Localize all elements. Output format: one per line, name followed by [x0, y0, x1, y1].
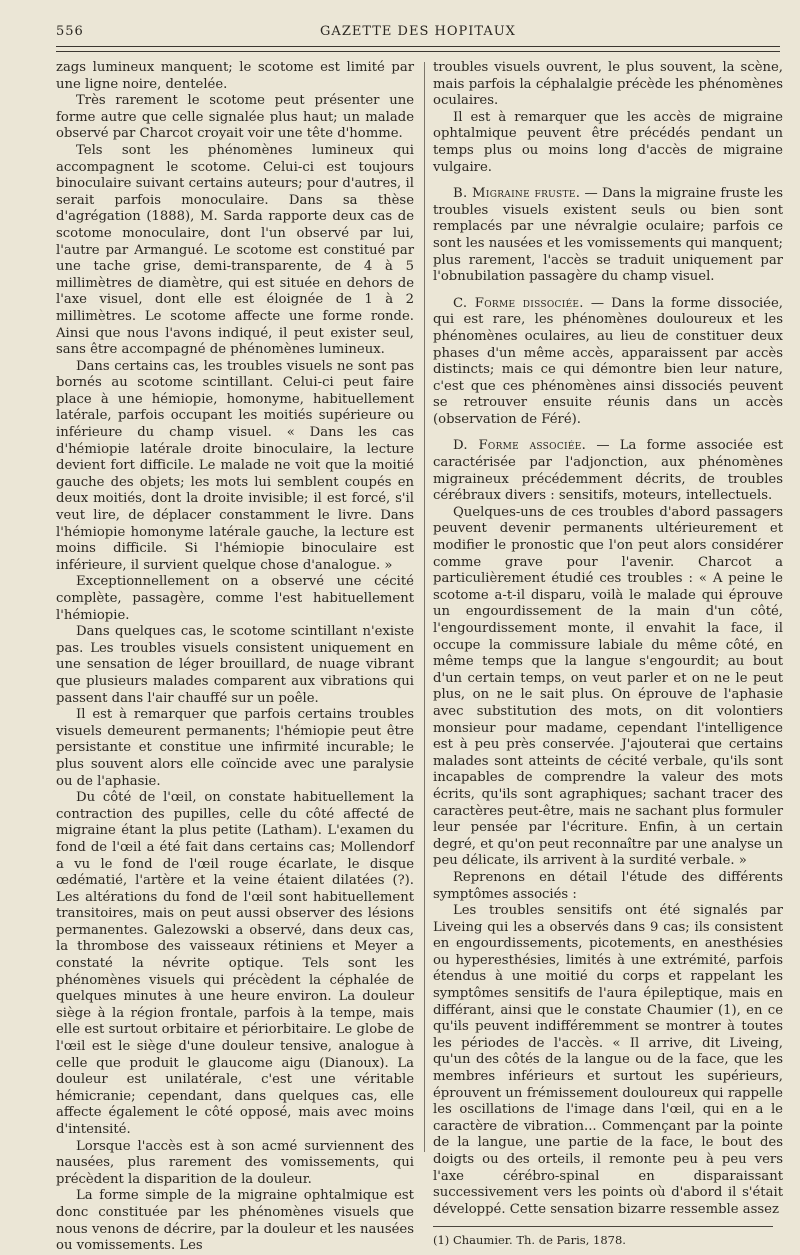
paragraph: [433, 870, 783, 903]
paragraph-text: Tels sont les phénomènes lumineux qui accompagnent le scotome. Celui-ci est toujours binoculaire suivant certains auteurs; pour d'autres, il serait parfois monoculaire. Dans sa thèse d'agrégation (1888), M. Sarda rapporte deux cas de scotome monoculaire, dont l'un observé par lui, l'autre par Armangué. Le scotome est constitué par une tache grise, demi-transparente, de 4 à 5 millimètres de diamètre, qui est située en dehors de l'axe visuel, dont elle est éloignée de 1 à 2 millimètres. Le scotome affecte une forme ronde. Ainsi que nous l'avons indiqué, il peut exister seul, sans être accompagné de phénomènes lumineux.: [56, 142, 414, 358]
paragraph: [56, 574, 414, 624]
paragraph: [56, 143, 414, 359]
column-divider: [424, 62, 425, 1152]
paragraph: [56, 1139, 414, 1189]
paragraph-text: Dans quelques cas, le scotome scintillant n'existe pas. Les troubles visuels consistent uniquement en une sensation de léger brouillard, de nuage vibrant que plusieurs malades comparent aux vibrations qui passent dans l'air chauffé sur un poêle.: [56, 624, 414, 706]
section-label: C. Forme dissociée.: [453, 295, 584, 311]
header-rule-top: [56, 46, 780, 47]
paragraph-text: — Dans la migraine fruste les troubles visuels existent seuls ou bien sont remplacés par une névralgie oculaire; parfois ce sont les nausées et les vomissements qui manquent; plus rarement, l'accès se traduit uniquement par l'obnubilation passagère du champ visuel.: [433, 186, 783, 285]
paragraph: [56, 359, 414, 575]
publication-title: GAZETTE DES HOPITAUX: [320, 24, 516, 39]
paragraph-text: Exceptionnellement on a observé une cécité complète, passagère, comme l'est habituellement l'hémiopie.: [56, 574, 414, 623]
paragraph-text: Lorsque l'accès est à son acmé surviennent des nausées, plus rarement des vomissements, qui précèdent la disparition de la douleur.: [56, 1138, 414, 1187]
paragraph: [433, 438, 783, 504]
paragraph-text: Dans certains cas, les troubles visuels ne sont pas bornés au scotome scintillant. Celui-ci peut faire place à une hémiopie, homonyme, habituellement latérale, parfois occupant les moitiés supérieure ou inférieure du champ visuel. « Dans les cas d'hémiopie latérale droite binoculaire, la lecture devient fort difficile. Le malade ne voit que la moitié gauche des objets; les mots lui semblent coupés en deux moitiés, dont la droite invisible; il est forcé, s'il veut lire, de déplacer constamment le livre. Dans l'hémiopie homonyme latérale gauche, la lecture est moins difficile. Si l'hémiopie binoculaire est inférieure, il survient quelque chose d'analogue. »: [56, 358, 414, 573]
paragraph-text: Très rarement le scotome peut présenter une forme autre que celle signalée plus haut; un malade observé par Charcot croyait voir une tête d'homme.: [56, 93, 414, 142]
paragraph-text: troubles visuels ouvrent, le plus souvent, la scène, mais parfois la céphalalgie précède les phénomènes oculaires.: [433, 60, 783, 109]
paragraph-text: Quelques-uns de ces troubles d'abord passagers peuvent devenir permanents ultérieurement et modifier le pronostic que l'on peut alors considérer comme grave pour l'avenir. Charcot a particulièrement étudié ces troubles : « A peine le scotome a-t-il disparu, voilà le malade qui éprouve un engourdissement de la main d'un côté, l'engourdissement monte, il envahit la face, il occupe la commissure labiale du même côté, en même temps que la langue s'engourdit; au bout d'un certain temps, on veut parler et on ne le peut plus, on ne le sait plus. On éprouve de l'aphasie avec substitution des mots, on dit volontiers monsieur pour madame, cependant l'intelligence est à peu près conservée. J'ajouterai que certains malades sont atteints de cécité verbale, qu'ils sont incapables de comprendre la valeur des mots écrits, qu'ils sont agraphiques; sachant tracer des caractères peut-être, mais ne sachant plus formuler leur pensée par l'écriture. Enfin, à un certain degré, et qu'on peut reconnaître par une analyse un peu délicate, ils arrivent à la surdité verbale. »: [433, 504, 783, 869]
page-header: [56, 24, 780, 44]
footnote: (1) Chaumier. Th. de Paris, 1878.: [433, 1233, 626, 1248]
paragraph-text: — La forme associée est caractérisée par l'adjonction, aux phénomènes migraineux précédemment décrits, de troubles cérébraux divers : sensitifs, moteurs, intellectuels.: [433, 438, 783, 504]
paragraph-text: — Dans la forme dissociée, qui est rare, les phénomènes douloureux et les phénomènes oculaires, au lieu de constituer deux phases d'un même accès, apparaissent par accès distincts; mais ce qui démontre bien leur nature, c'est que ces phénomènes ainsi dissociés peuvent se retrouver ensuite réunis dans un accès (observation de Féré).: [433, 295, 783, 427]
page-number: 556: [56, 24, 84, 39]
paragraph-text: La forme simple de la migraine ophtalmique est donc constituée par les phénomènes visuels que nous venons de décrire, par la douleur et les nausées ou vomissements. Les: [56, 1188, 414, 1254]
paragraph-text: Les troubles sensitifs ont été signalés par Liveing qui les a observés dans 9 cas; ils consistent en engourdissements, picotements, en anesthésies ou hyperesthésies, limités à une extrémité, parfois étendus à une moitié du corps et rappelant les symptômes sensitifs de l'aura épileptique, mais en différant, ainsi que le constate Chaumier (1), en ce qu'ils peuvent indifféremment se montrer à toutes les périodes de l'accès. « Il arrive, dit Liveing, qu'un des côtés de la langue ou de la face, que les membres inférieurs et surtout les supérieurs, éprouvent un frémissement douloureux qui rappelle les oscillations de l'image dans l'œil, qui en a le caractère de vibration... Commençant par la pointe de la langue, une partie de la face, le bout des doigts ou des orteils, il remonte peu à peu vers l'axe cérébro-spinal en disparaissant successivement vers les points où d'abord il s'était développé. Cette sensation bizarre ressemble assez: [433, 903, 783, 1217]
section-label: D. Forme associée.: [453, 438, 587, 454]
header-rule-bottom: [56, 51, 780, 52]
paragraph: [433, 110, 783, 176]
footnote-rule: [433, 1226, 773, 1227]
paragraph-text: Il est à remarquer que les accès de migraine ophtalmique peuvent être précédés pendant un temps plus ou moins long d'accès de migraine vulgaire.: [433, 109, 783, 175]
left-column: [56, 60, 414, 1255]
section-label: B. Migraine fruste.: [453, 186, 581, 202]
paragraph: [433, 296, 783, 429]
paragraph: [56, 93, 414, 143]
paragraph-text: Reprenons en détail l'étude des différents symptômes associés :: [433, 869, 783, 902]
paragraph-text: zags lumineux manquent; le scotome est limité par une ligne noire, dentelée.: [56, 60, 414, 92]
paragraph-text: Du côté de l'œil, on constate habituellement la contraction des pupilles, celle du côté affecté de migraine étant la plus petite (Latham). L'examen du fond de l'œil a été fait dans certains cas; Mollendorf a vu le fond de l'œil rouge écarlate, le disque œdématié, l'artère et la veine étaient dilatées (?). Les altérations du fond de l'œil sont habituellement transitoires, mais on peut aussi observer des lésions permanentes. Galezowski a observé, dans deux cas, la thrombose des vaisseaux rétiniens et Meyer a constaté la névrite optique. Tels sont les phénomènes visuels qui précèdent la céphalée de quelques minutes à une heure environ. La douleur siège à la région frontale, parfois à la tempe, mais elle est surtout orbitaire et périorbitaire. Le globe de l'œil est le siège d'une douleur tensive, analogue à celle que produit le glaucome aigu (Dianoux). La douleur est unilatérale, c'est une véritable hémicranie; cependant, dans quelques cas, elle affecte également le côté opposé, mais avec moins d'intensité.: [56, 790, 414, 1137]
paragraph: [56, 790, 414, 1138]
paragraph: [433, 903, 783, 1218]
paragraph: [56, 60, 414, 93]
paragraph: [56, 707, 414, 790]
paragraph-text: Il est à remarquer que parfois certains troubles visuels demeurent permanents; l'hémiopie peut être persistante et constitue une infirmité incurable; le plus souvent alors elle coïncide avec une paralysie ou de l'aphasie.: [56, 707, 414, 789]
paragraph: [433, 60, 783, 110]
paragraph: [433, 505, 783, 870]
right-column: [433, 60, 783, 1247]
paragraph: [433, 186, 783, 286]
paragraph: [56, 1188, 414, 1254]
paragraph: [56, 624, 414, 707]
